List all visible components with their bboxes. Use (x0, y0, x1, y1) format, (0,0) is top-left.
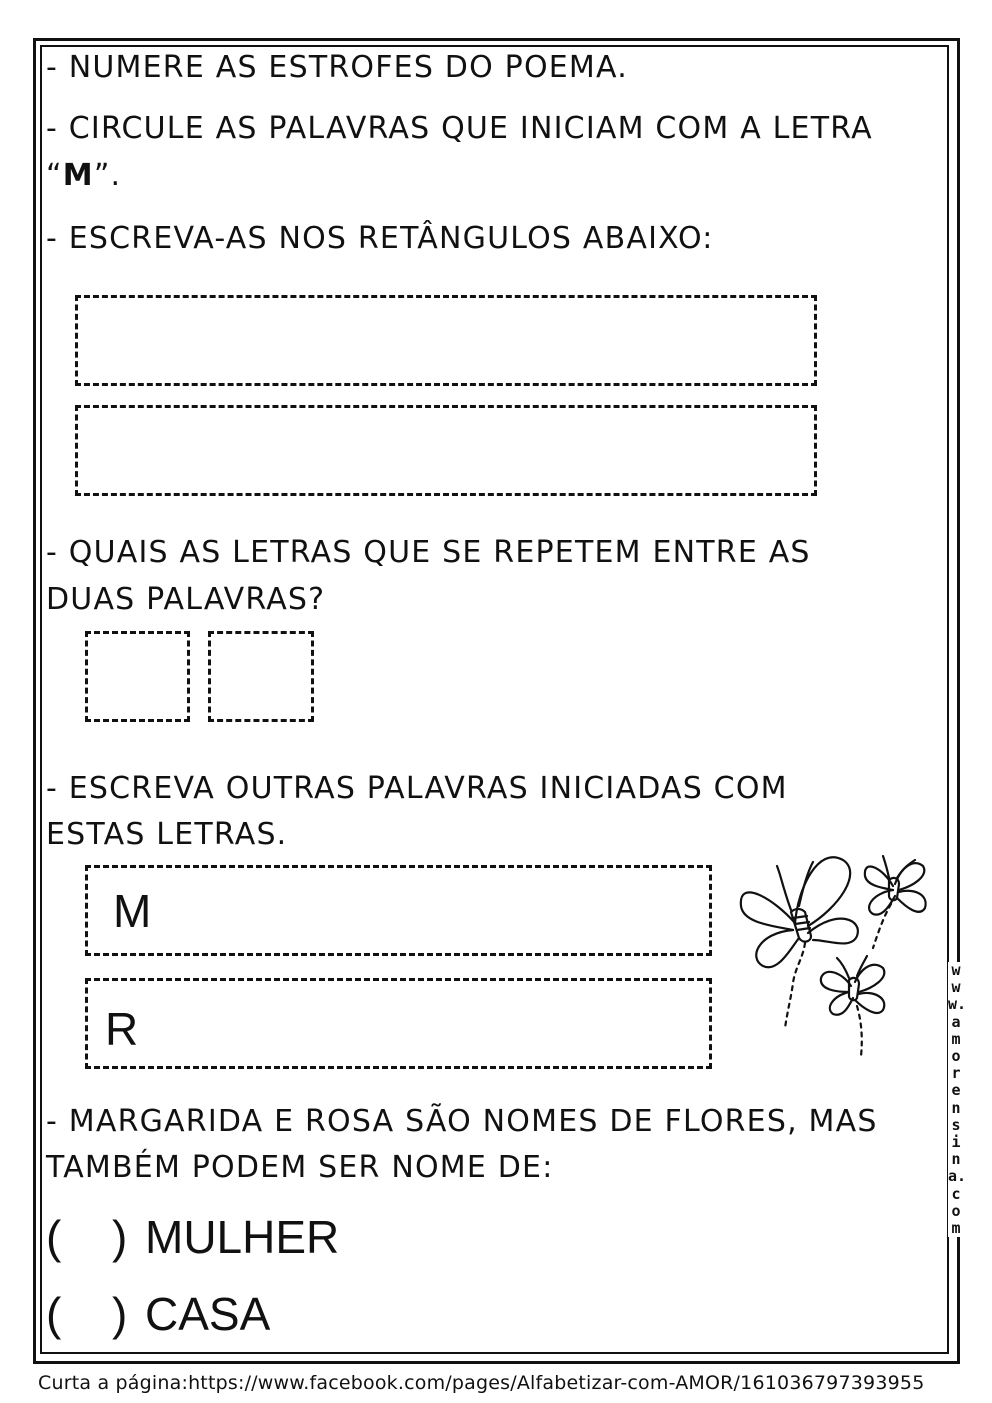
site-watermark: www.amorensina.com (948, 961, 967, 1238)
right-butterfly-trail (873, 904, 891, 948)
right-butterfly-wing-bottom-right (897, 891, 926, 912)
low-butterfly-wing-bottom-right (855, 993, 884, 1013)
instruction-flowers: - MARGARIDA E ROSA SÃO NOMES DE FLORES, MAS (46, 1104, 878, 1139)
words-box-r[interactable] (85, 978, 712, 1069)
letter-m-label: M (113, 885, 152, 937)
option-casa-close-paren: ) (112, 1288, 128, 1340)
words-box-m[interactable] (85, 865, 712, 956)
right-butterfly-wing-bottom-left (869, 890, 895, 915)
option-casa-label: CASA (145, 1288, 271, 1340)
big-butterfly-antenna-left (777, 866, 791, 910)
right-butterfly-antennae (883, 856, 915, 878)
instruction-other-words: - ESCREVA OUTRAS PALAVRAS INICIADAS COM (46, 771, 788, 806)
option-mulher-label: MULHER (145, 1211, 340, 1263)
big-butterfly-body (791, 909, 811, 942)
question-repeated-letters: - QUAIS AS LETRAS QUE SE REPETEM ENTRE AS (46, 535, 811, 570)
option-casa-open-paren: ( (46, 1288, 62, 1340)
open-quote: “ (46, 158, 63, 193)
option-mulher[interactable] (46, 1210, 346, 1270)
big-butterfly-trail (785, 943, 805, 1028)
answer-rectangle-1[interactable] (75, 295, 817, 386)
big-butterfly-antenna-right (799, 862, 813, 906)
option-mulher-open-paren: ( (46, 1211, 62, 1263)
instruction-circle-words: - CIRCULE AS PALAVRAS QUE INICIAM COM A LETRA (46, 111, 873, 146)
letter-box-2[interactable] (208, 631, 314, 722)
option-casa[interactable] (46, 1287, 346, 1347)
instruction-flowers-line2: TAMBÉM PODEM SER NOME DE: (46, 1150, 554, 1185)
instruction-write-in-rectangles: - ESCREVA-AS NOS RETÂNGULOS ABAIXO: (46, 221, 714, 256)
instruction-other-words-line2: ESTAS LETRAS. (46, 817, 288, 852)
big-butterfly-wing-left-bottom (756, 930, 799, 967)
answer-rectangle-2[interactable] (75, 405, 817, 496)
footer-facebook-link[interactable]: Curta a página:https://www.facebook.com/pages/Alfabetizar-com-AMOR/161036797393955 (38, 1372, 925, 1394)
question-repeated-letters-line2: DUAS PALAVRAS? (46, 582, 326, 617)
instruction-circle-letter-line (46, 158, 121, 194)
letter-box-1[interactable] (85, 631, 190, 722)
low-butterfly-body (849, 978, 859, 1000)
option-mulher-close-paren: ) (112, 1211, 128, 1263)
letter-r-label: R (105, 1003, 139, 1055)
close-quote: ”. (93, 158, 122, 193)
butterflies-icon (733, 848, 938, 1060)
instruction-number-stanzas: - NUMERE AS ESTROFES DO POEMA. (46, 50, 628, 85)
target-letter: M (62, 158, 94, 193)
low-butterfly-trail (857, 1006, 862, 1056)
